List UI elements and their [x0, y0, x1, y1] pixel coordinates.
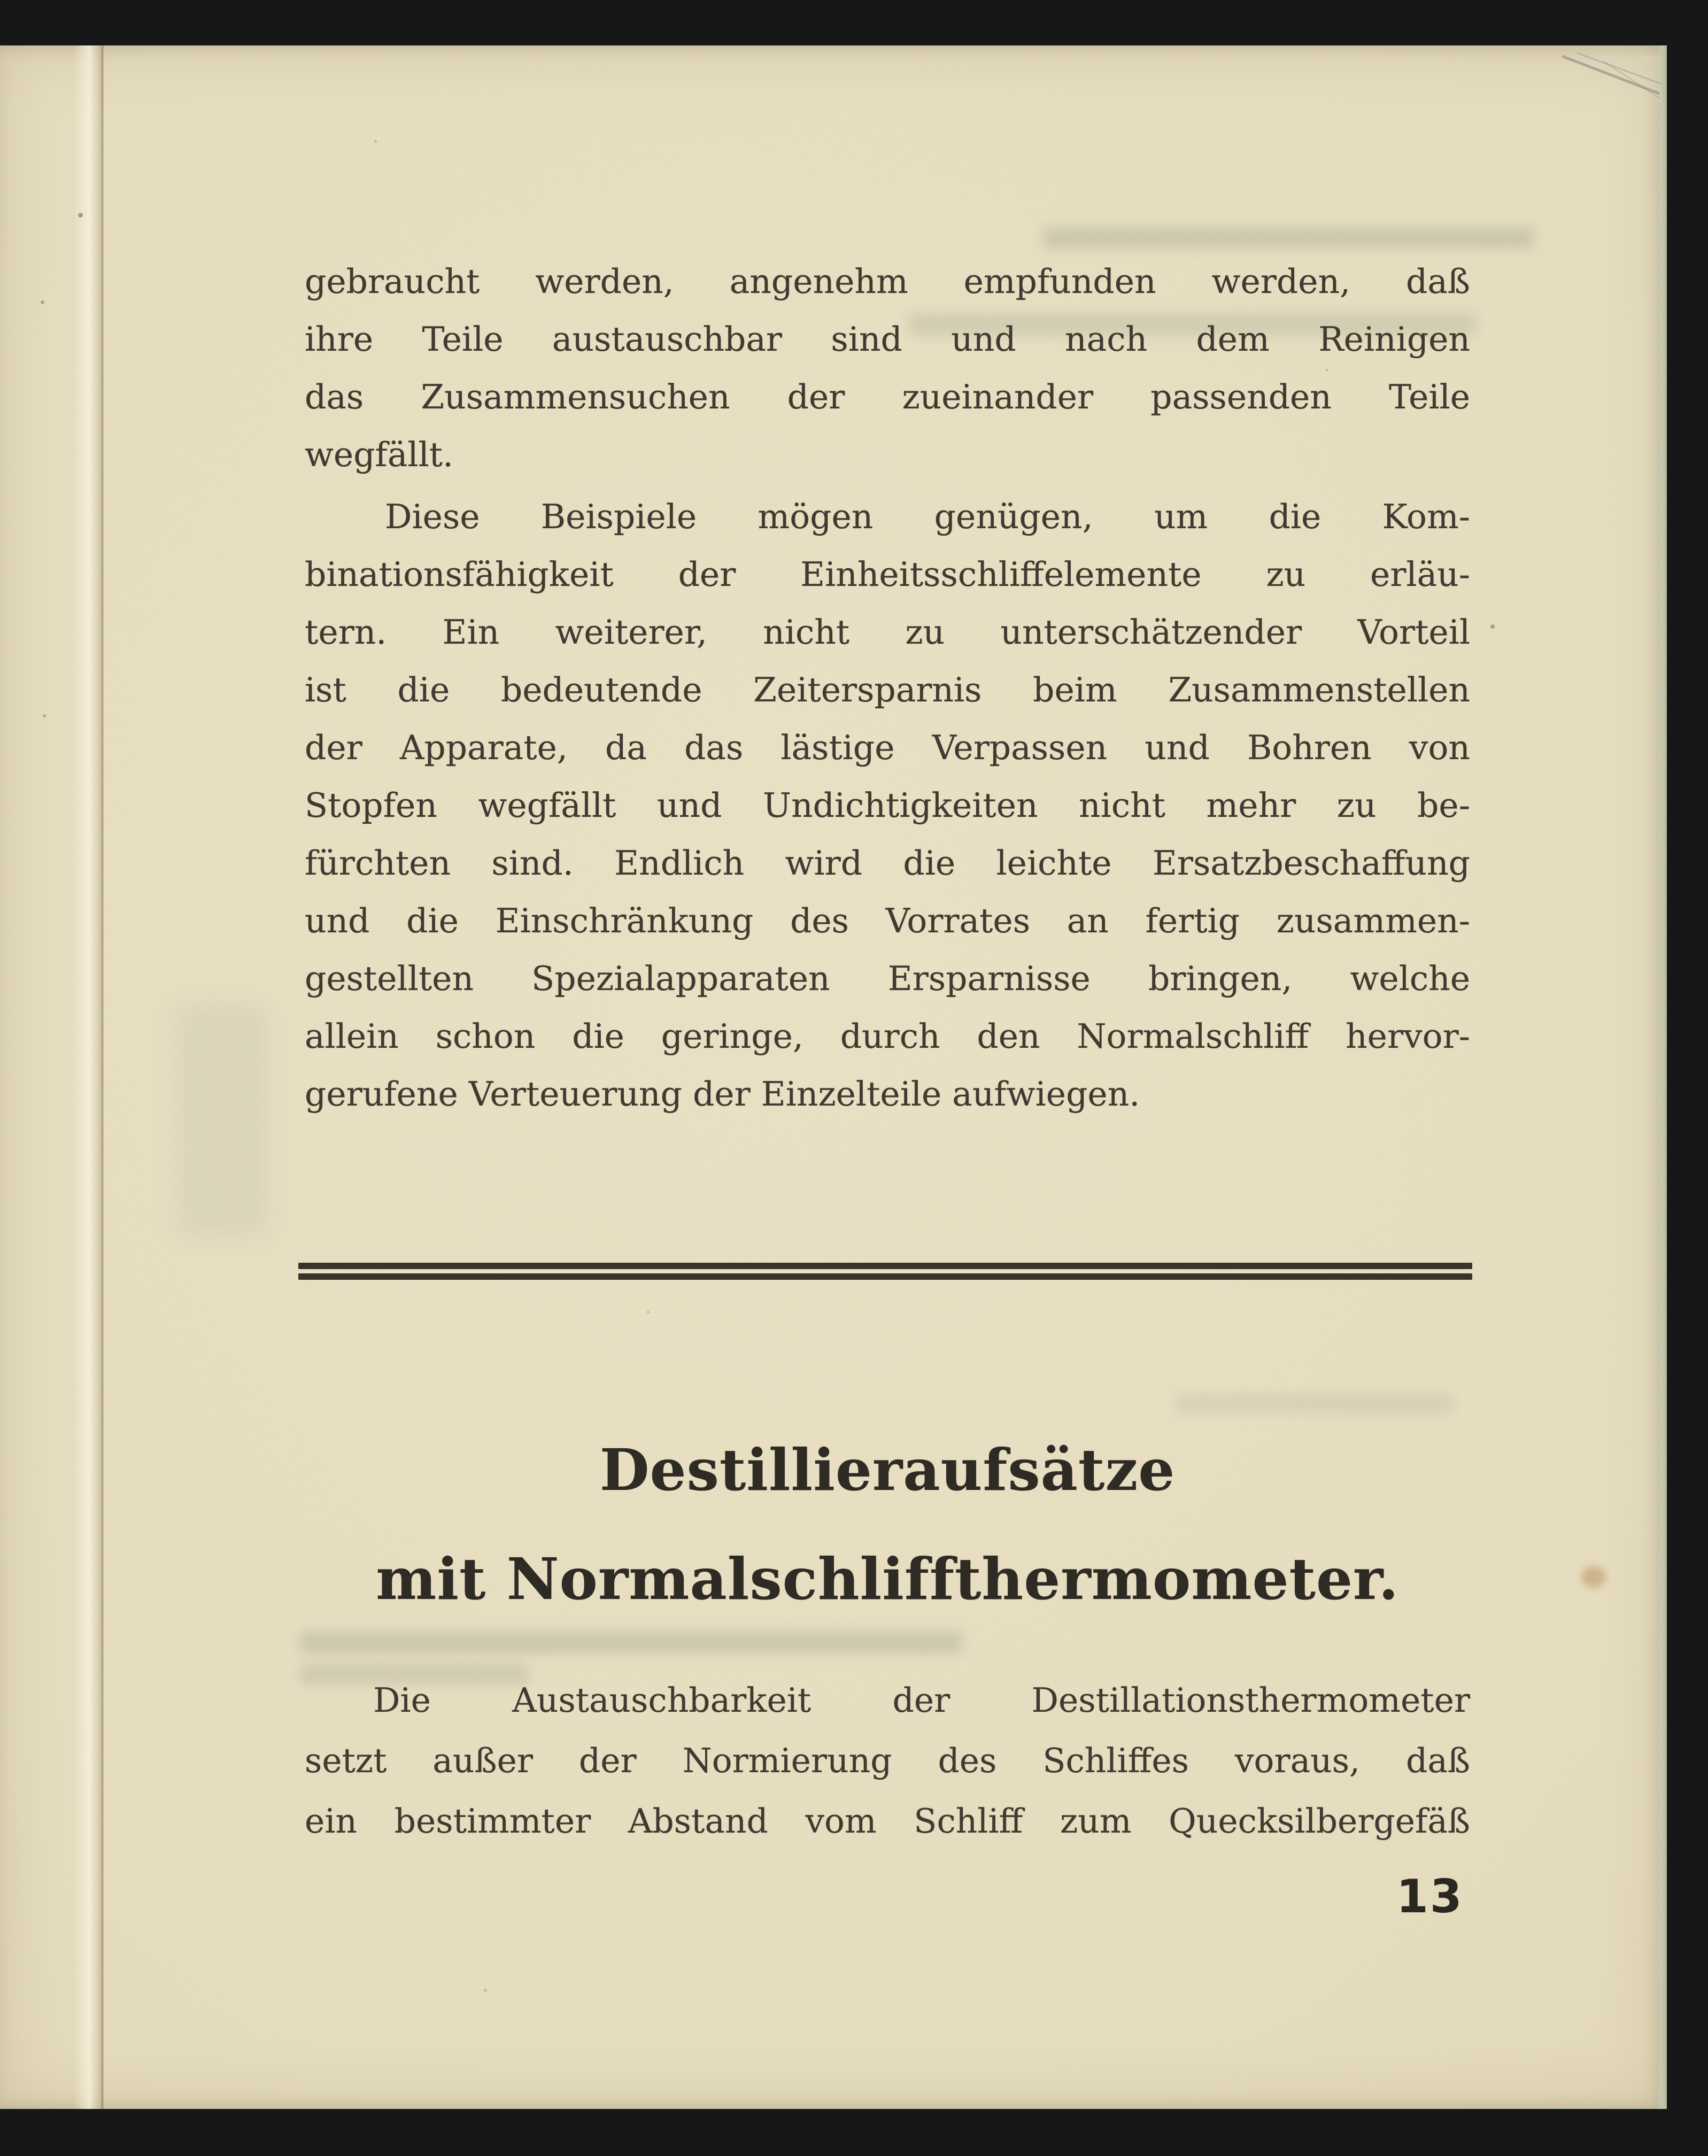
paper-speck: [1490, 624, 1495, 629]
section-divider-rule: [298, 1263, 1472, 1269]
text-line: der Apparate, da das lästige Verpassen und Bohren von: [305, 728, 1470, 767]
text-line: tern. Ein weiterer, nicht zu unterschätzender Vorteil: [305, 613, 1470, 652]
paper-speck: [43, 714, 46, 717]
paper-speck: [374, 140, 377, 143]
text-line: Die Austauschbarkeit der Destillationsthermometer: [373, 1681, 1470, 1720]
text-line: gestellten Spezialapparaten Ersparnisse bringen, welche: [305, 959, 1470, 998]
bleed-through-smudge: [176, 1005, 267, 1235]
text-line: gerufene Verteuerung der Einzelteile aufwiegen.: [305, 1075, 1140, 1114]
text-line: und die Einschränkung des Vorrates an fertig zusammen-: [305, 901, 1470, 940]
text-line: binationsfähigkeit der Einheitsschliffelemente zu erläu-: [305, 555, 1470, 594]
text-line: ein bestimmter Abstand vom Schliff zum Quecksilbergefäß: [305, 1802, 1470, 1841]
text-line: fürchten sind. Endlich wird die leichte Ersatzbeschaffung: [305, 844, 1470, 883]
paper-speck: [78, 213, 83, 218]
text-line: gebraucht werden, angenehm empfunden werden, daß: [305, 262, 1470, 301]
page-stack-edge: [1655, 45, 1667, 2109]
paper-speck: [41, 300, 44, 304]
text-line: das Zusammensuchen der zueinander passenden Teile: [305, 377, 1470, 416]
text-line: ihre Teile austauschbar sind und nach dem Reinigen: [305, 320, 1470, 359]
bleed-through-text: [1176, 1394, 1454, 1413]
paragraph-block-1: [305, 253, 1470, 484]
dog-ear-crease: [1540, 45, 1668, 115]
text-line: wegfällt.: [305, 435, 454, 474]
section-divider-rule: [298, 1273, 1472, 1280]
age-stain: [1581, 1566, 1606, 1588]
section-heading-line-1: Destillieraufsätze: [599, 1437, 1176, 1504]
text-line: Diese Beispiele mögen genügen, um die Kom-: [385, 497, 1470, 536]
binding-crease: [74, 45, 104, 2109]
text-line: allein schon die geringe, durch den Normalschliff hervor-: [305, 1017, 1470, 1056]
text-line: setzt außer der Normierung des Schliffes voraus, daß: [305, 1741, 1470, 1780]
paragraph-block-3: [305, 1670, 1470, 1851]
bleed-through-text: [1042, 227, 1534, 249]
paper-speck: [484, 1989, 487, 1992]
bleed-through-text: [299, 1632, 962, 1654]
text-line: Stopfen wegfällt und Undichtigkeiten nicht mehr zu be-: [305, 786, 1470, 825]
section-heading-line-2: mit Normalschliffthermometer.: [376, 1546, 1399, 1613]
paragraph-block-2: [305, 488, 1470, 1123]
text-line: ist die bedeutende Zeitersparnis beim Zusammenstellen: [305, 670, 1470, 709]
page-number: 13: [1396, 1870, 1464, 1923]
paper-speck: [647, 1311, 650, 1313]
